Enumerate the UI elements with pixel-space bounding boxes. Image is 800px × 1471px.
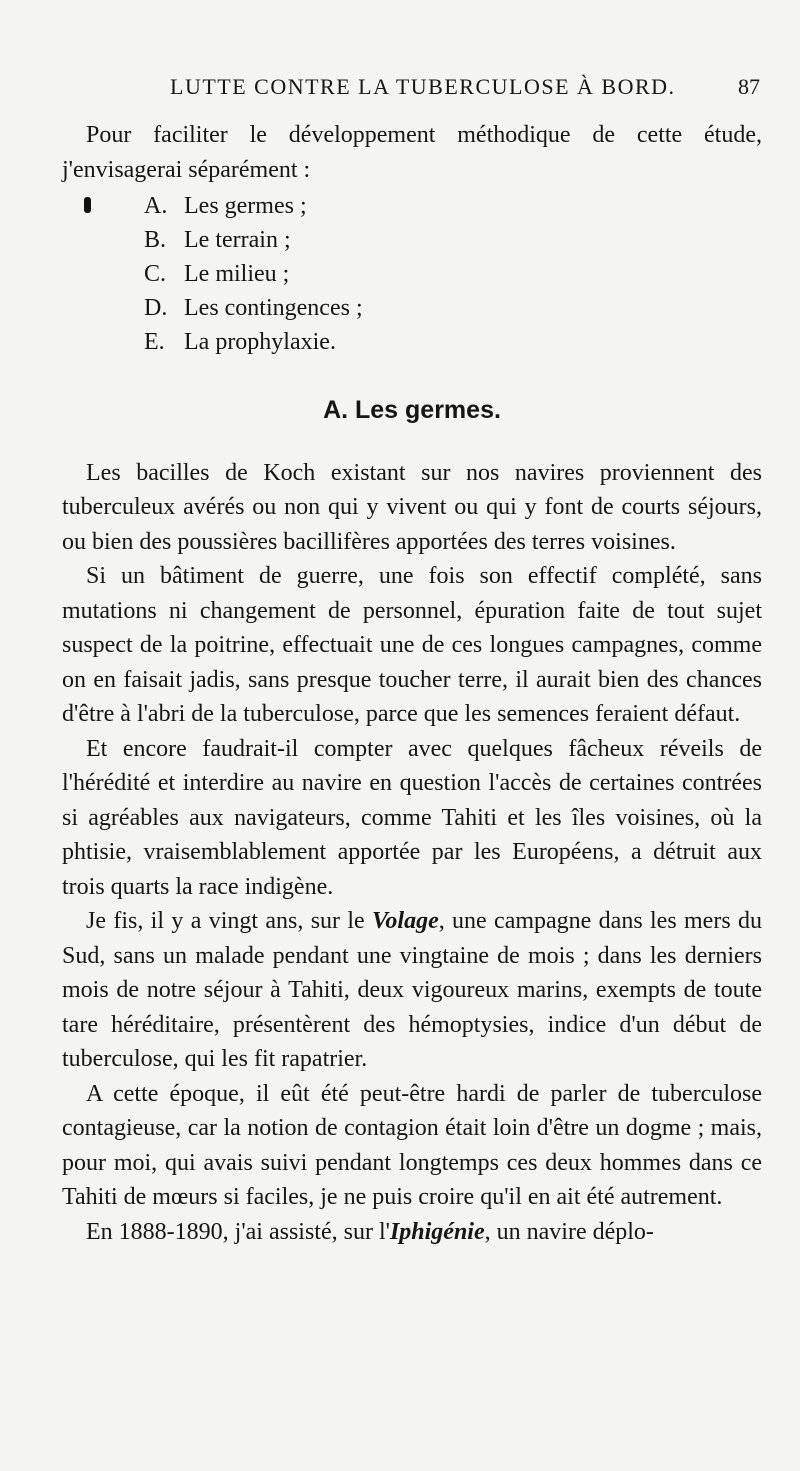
list-text: Les germes ; <box>184 193 307 219</box>
outline-list <box>62 189 762 359</box>
list-letter: E. <box>144 329 165 355</box>
list-item <box>62 189 762 223</box>
paragraph-6-start: En 1888-1890, j'ai assisté, sur l' <box>86 1218 390 1245</box>
list-item <box>62 291 762 325</box>
paragraph-4-end: , une campagne dans les mers du Sud, sans un malade pendant une vingtaine de mois ; dans les derniers mois de notre séjour à Tahiti, deux vigoureux marins, exempts de toute tare héréditaire, présentèrent des hémoptysies, indice d'un début de tuberculose, qui les fit rapatrier. <box>62 908 763 1072</box>
paragraph-6-end: , un navire déplo- <box>484 1218 654 1245</box>
body-text <box>62 118 762 1249</box>
list-text: Le terrain ; <box>184 227 291 253</box>
paragraph-4 <box>62 904 762 1077</box>
paragraph-1: Les bacilles de Koch existant sur nos navires proviennent des tuberculeux avérés ou non qui y vivent ou qui y font de courts séjours, ou bien des poussières bacillifères apportées des terres voisines. <box>62 459 762 555</box>
list-text: Le milieu ; <box>184 261 290 287</box>
running-title: LUTTE CONTRE LA TUBERCULOSE À BORD. <box>170 74 676 99</box>
list-text: Les contingences ; <box>184 295 363 321</box>
paragraph-2: Si un bâtiment de guerre, une fois son effectif complété, sans mutations ni changement de personnel, épuration faite de tout sujet suspect de la poitrine, effectuait une de ces longues campagnes, comme on en faisait jadis, sans presque toucher terre, il aurait bien des chances d'être à l'abri de la tuberculose, parce que les semences feraient défaut. <box>62 563 762 727</box>
paragraph-6 <box>62 1215 762 1250</box>
list-letter: B. <box>144 227 167 253</box>
margin-mark <box>84 197 91 213</box>
paragraph-5: A cette époque, il eût été peut-être hardi de parler de tuberculose contagieuse, car la notion de contagion était loin d'être un dogme ; mais, pour moi, qui avais suivi pendant longtemps ces deux hommes dans ce Tahiti de mœurs si faciles, je ne puis croire qu'il en ait été autrement. <box>62 1080 762 1210</box>
list-item <box>62 257 762 291</box>
list-letter: C. <box>144 261 167 287</box>
page-number: 87 <box>738 74 760 99</box>
list-letter: A. <box>144 193 168 219</box>
ship-name-iphigenie: Iphigénie <box>389 1218 485 1245</box>
list-item <box>62 325 762 359</box>
paragraph-4-start: Je fis, il y a vingt ans, sur le <box>86 908 373 934</box>
list-item <box>62 223 762 257</box>
ship-name-volage: Volage <box>372 908 439 934</box>
section-heading: A. Les germes. <box>323 396 501 424</box>
intro-paragraph: Pour faciliter le développement méthodique de cette étude, j'envisagerai séparément : <box>62 122 762 183</box>
list-text: La prophylaxie. <box>184 329 336 355</box>
list-letter: D. <box>144 295 168 321</box>
paragraph-3: Et encore faudrait-il compter avec quelques fâcheux réveils de l'hérédité et interdire au navire en question l'accès de certaines contrées si agréables aux navigateurs, comme Tahiti et les îles voisines, où la phtisie, vraisemblablement apportée par les Européens, a détruit aux trois quarts la race indigène. <box>62 735 762 900</box>
